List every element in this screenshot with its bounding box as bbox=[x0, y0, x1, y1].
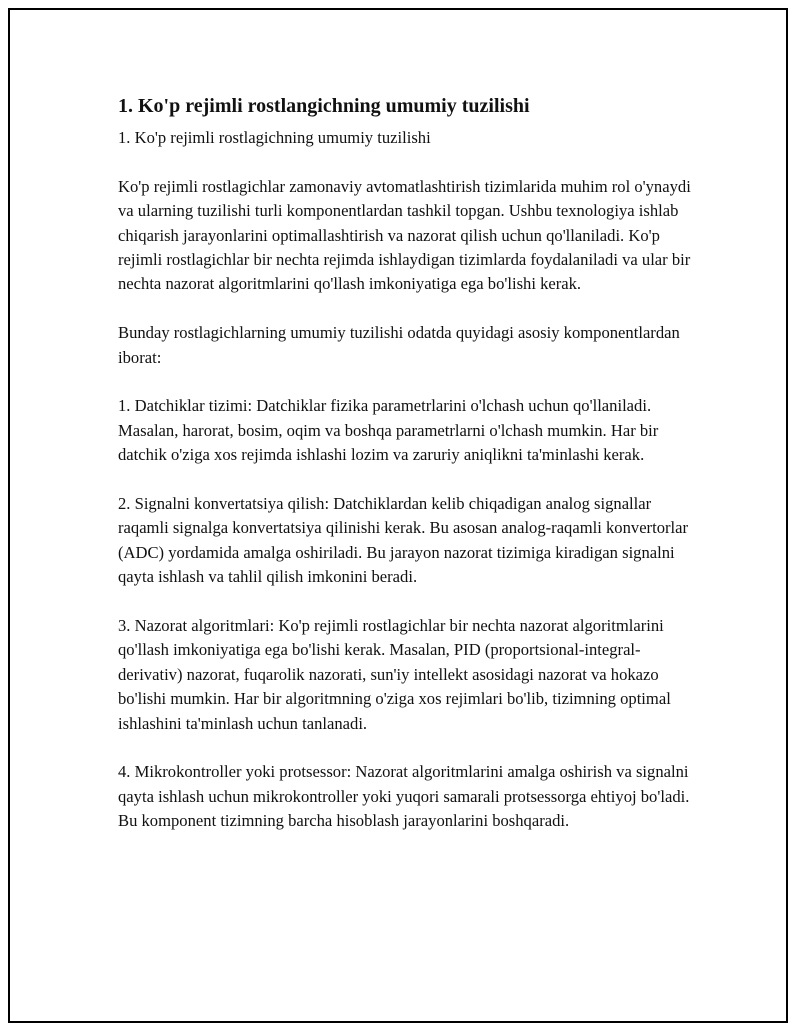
paragraph-intro: Ko'p rejimli rostlagichlar zamonaviy avtomatlashtirish tizimlarida muhim rol o'ynaydi va ularning tuzilishi turli komponentlardan tashkil topgan. Ushbu texnologiya ishlab chiqarish jarayonlarini optimallashtirish va nazorat qilish uchun qo'llaniladi. Ko'p rejimli rostlagichlar bir nechta rejimda ishlaydigan tizimlarda foydalaniladi va ular bir nechta nazorat algoritmlarini qo'llash imkoniyatiga ega bo'lishi kerak. bbox=[118, 176, 691, 294]
paragraph-subtitle: 1. Ko'p rejimli rostlagichning umumiy tuzilishi bbox=[118, 128, 431, 147]
document-body bbox=[118, 92, 693, 858]
document-title: 1. Ko'p rejimli rostlangichning umumiy tuzilishi bbox=[118, 95, 530, 117]
paragraph-item-control-algorithms: 3. Nazorat algoritmlari: Ko'p rejimli rostlagichlar bir nechta nazorat algoritmlarini qo'llash imkoniyatiga ega bo'lishi kerak. Masalan, PID (proportsional-integral-derivativ) nazorat, fuqarolik nazorati, sun'iy intellekt asosidagi nazorat va hokazo bo'lishi mumkin. Har bir algoritmning o'ziga xos rejimlari bo'lib, tizimning optimal ishlashini ta'minlash uchun tanlanadi. bbox=[118, 616, 671, 733]
paragraph-item-signal-conversion: 2. Signalni konvertatsiya qilish: Datchiklardan kelib chiqadigan analog signallar raqamli signalga konvertatsiya qilinishi kerak. Bu asosan analog-raqamli konvertorlar (ADC) yordamida amalga oshiriladi. Bu jarayon nazorat tizimiga kiradigan signalni qayta ishlash va tahlil qilish imkonini beradi. bbox=[118, 494, 689, 587]
paragraph-components-lead: Bunday rostlagichlarning umumiy tuzilishi odatda quyidagi asosiy komponentlardan iborat: bbox=[118, 323, 680, 367]
paragraph-item-microcontroller: 4. Mikrokontroller yoki protsessor: Nazorat algoritmlarini amalga oshirish va signalni qayta ishlash uchun mikrokontroller yoki yuqori samarali protsessorga ehtiyoj bo'ladi. Bu komponent tizimning barcha hisoblash jarayonlarini boshqaradi. bbox=[118, 762, 690, 831]
paragraph-item-sensors: 1. Datchiklar tizimi: Datchiklar fizika parametrlarini o'lchash uchun qo'llaniladi. Masalan, harorat, bosim, oqim va boshqa parametrlarni o'lchash mumkin. Har bir datchik o'ziga xos rejimda ishlashi lozim va zaruriy aniqlikni ta'minlashi kerak. bbox=[118, 396, 659, 465]
